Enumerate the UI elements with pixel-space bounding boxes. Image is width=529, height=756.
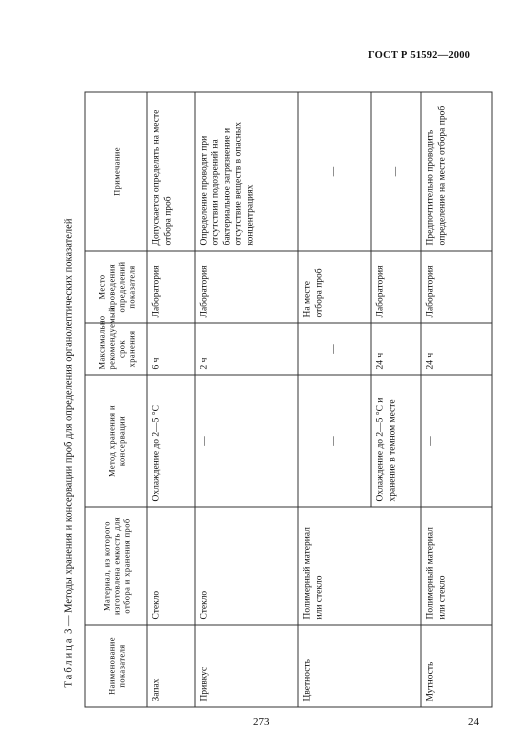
cell-note: Предпочтительно проводить определение на месте отбора проб	[421, 92, 492, 251]
col-header-note: Примечание	[85, 92, 147, 251]
cell-place: Лаборатория	[371, 251, 421, 323]
caption-text: — Методы хранения и консервации проб для определения органолептических показателей	[63, 218, 74, 629]
cell-method: Охлаждение до 2—5 °С и хранение в темном месте	[371, 375, 421, 507]
cell-time: 24 ч	[371, 323, 421, 375]
cell-name: Запах	[147, 625, 195, 707]
page-number-center: 273	[253, 716, 270, 728]
cell-note: Допускается определять на месте отбора проб	[147, 92, 195, 251]
cell-name: Мутность	[421, 625, 492, 707]
cell-time: 6 ч	[147, 323, 195, 375]
table-row	[298, 92, 371, 707]
cell-time: 2 ч	[194, 323, 297, 375]
cell-material: Стекло	[194, 507, 297, 625]
cell-place: Лаборатория	[147, 251, 195, 323]
caption-prefix: Таблица	[63, 636, 74, 688]
col-header-method: Метод хранения и консервации	[85, 375, 147, 507]
table-caption	[56, 93, 82, 688]
cell-time: 24 ч	[421, 323, 492, 375]
standard-header: ГОСТ Р 51592—2000	[368, 50, 471, 61]
table-header-row	[85, 92, 147, 707]
cell-place: Лаборатория	[421, 251, 492, 323]
caption-number: 3	[63, 628, 74, 634]
cell-material: Полимерный материал или стекло	[421, 507, 492, 625]
page-number-right: 24	[468, 716, 479, 728]
table-row	[147, 92, 195, 707]
cell-method: —	[298, 375, 371, 507]
cell-material: Стекло	[147, 507, 195, 625]
cell-method: —	[194, 375, 297, 507]
cell-note: Определение проводят при отсутствии подозрений на бактериальное загрязнение и отсутствие веществ в опасных концентрациях	[194, 92, 297, 251]
cell-name: Привкус	[194, 625, 297, 707]
col-header-time: Максимально рекомендуемый срок хранения	[85, 323, 147, 375]
storage-methods-table	[84, 92, 492, 708]
cell-method: —	[421, 375, 492, 507]
cell-method: Охлаждение до 2—5 °С	[147, 375, 195, 507]
cell-note: —	[371, 92, 421, 251]
cell-place: Лаборатория	[194, 251, 297, 323]
col-header-material: Материал, из которого изготовлена емкость для отбора и хранения проб	[85, 507, 147, 625]
cell-note: —	[298, 92, 371, 251]
rotated-table-block	[56, 93, 492, 708]
cell-name: Цветность	[298, 625, 421, 707]
table-row	[421, 92, 492, 707]
cell-material: Полимерный материал или стекло	[298, 507, 421, 625]
table-row	[194, 92, 297, 707]
col-header-place: Место проведения определений показателя	[85, 251, 147, 323]
cell-time: —	[298, 323, 371, 375]
cell-place: На месте отбора проб	[298, 251, 371, 323]
col-header-name: Наименование показателя	[85, 625, 147, 707]
